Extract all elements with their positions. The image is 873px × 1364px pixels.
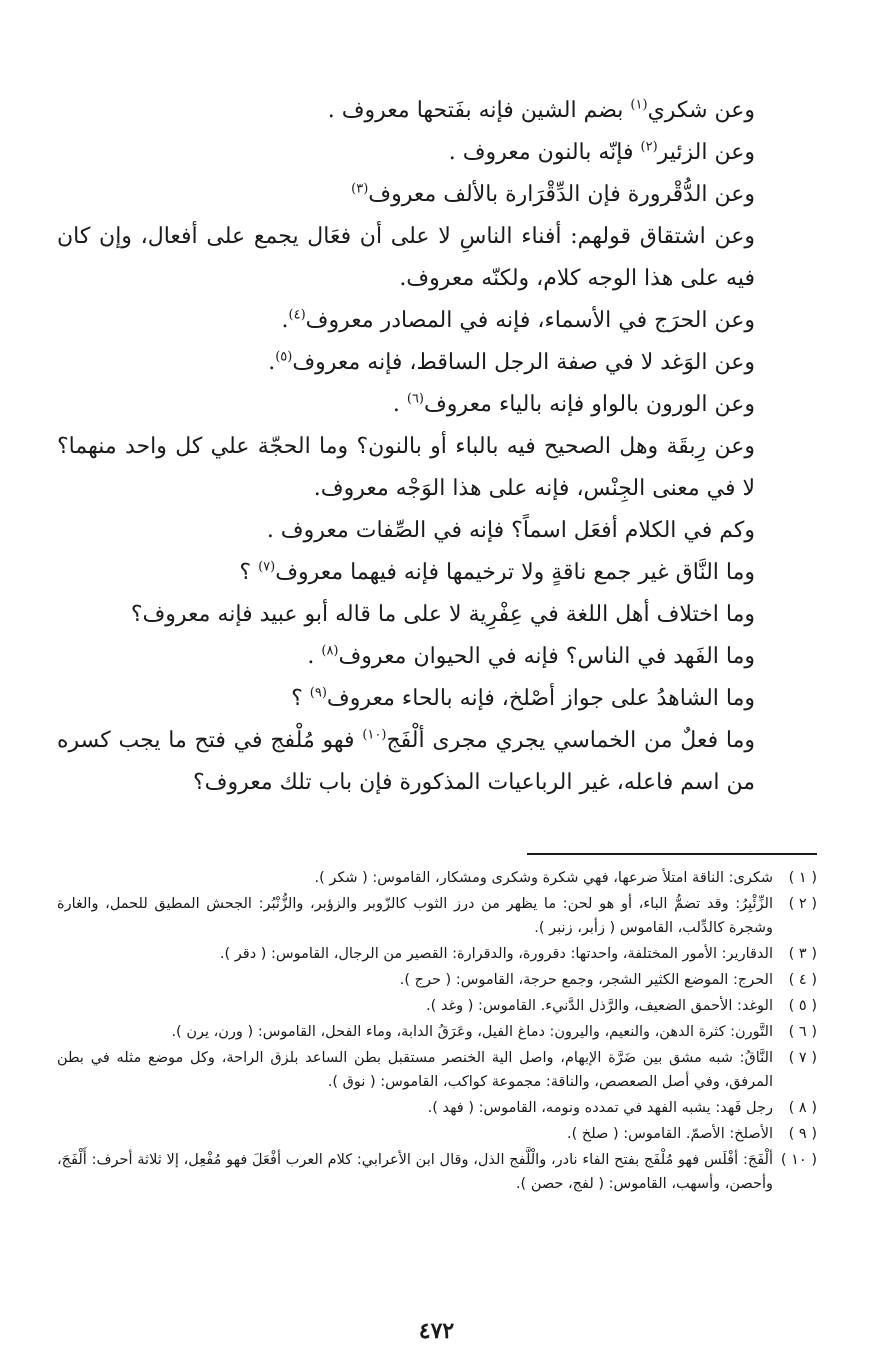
page-number: ٤٧٢ (418, 1318, 455, 1344)
paragraph: وكم في الكلام أفعَل اسماً؟ فإنه في الصِّفات معروف . (266, 518, 755, 543)
paragraph: وعن الوَغد لا في صفة الرجل الساقط، فإنه معروف$^{(٥)}$. (268, 349, 755, 375)
paragraph: وعن رِبقَة وهل الصحيح فيه بالباء أو بالنون؟ وما الحجّة علي كل واحد منهما؟ لا في معنى الجِنْس، فإنه على هذا الوَجْه معروف. (57, 434, 755, 501)
paragraph: وما الشاهدُ على جواز أصْلخ، فإنه بالحاء معروف$^{(٩)}$ ؟ (291, 685, 755, 711)
footnote-text: الدقارير: الأمور المختلفة، واحدتها: دقرورة، والدقرارة: القصير من الرجال، القاموس: ( دقر ). (219, 946, 773, 962)
footnote-text: شكرى: الناقة امتلأ ضرعها، فهي شكرة وشكرى ومشكار، القاموس: ( شكر ). (314, 870, 773, 886)
paragraph: وعن اشتقاق قولهم: أفناء الناسِ لا على أن فعَال يجمع على أفعال، وإن كان فيه على هذا الوجه كلام، ولكنّه معروف. (57, 224, 755, 291)
paragraph: وعن شكري$^{(١)}$ بضم الشين فإنه بفَتحها معروف . (327, 97, 755, 123)
main-text (57, 90, 817, 804)
footnote (57, 968, 817, 992)
footnote (57, 1148, 817, 1196)
footnote-mark: ( ٣ ) (788, 946, 817, 962)
paragraph: وعن الورون بالواو فإنه بالياء معروف$^{(٦)}$ . (392, 391, 755, 417)
footnote-text: ألْفَجَ: أفْلَس فهو مُلْفَج بفتح الفاء نادر، والْلَّفج الذل، وقال ابن الأعرابي: كلام العرب أفْعَلَ فهو مُفْعِل، إلا ثلاثة أحرف: أَلْفَجَ، وأحصن، وأسهب، القاموس: ( لفج، حصن ). (57, 1152, 773, 1192)
footnote-mark: ( ٥ ) (788, 998, 817, 1014)
paragraph: وما النَّاق غير جمع ناقةٍ ولا ترخيمها فإنه فيهما معروف$^{(٧)}$ ؟ (239, 559, 755, 585)
footnote-text: الحرج: الموضع الكثير الشجر، وجمع حرجة، القاموس: ( حرج ). (399, 972, 773, 988)
footnote-mark: ( ١ ) (788, 870, 817, 886)
footnote-mark: ( ٩ ) (788, 1126, 817, 1142)
footnote-text: رجل فَهد: يشبه الفهد في تمدده ونومه، القاموس: ( فهد ). (427, 1100, 773, 1116)
footnote-mark: ( ٧ ) (788, 1050, 817, 1066)
footnote-text: الأصلخ: الأصمّ. القاموس: ( صلخ ). (566, 1126, 773, 1142)
paragraph: وما اختلاف أهل اللغة في عِفْرِية لا على ما قاله أبو عبيد فإنه معروف؟ (130, 602, 755, 627)
footnote (57, 1046, 817, 1094)
footnote-mark: ( ٨ ) (788, 1100, 817, 1116)
footnote (57, 942, 817, 966)
footnote (57, 994, 817, 1018)
footnote-divider (527, 853, 817, 855)
footnote (57, 1020, 817, 1044)
footnote-mark: ( ٦ ) (788, 1024, 817, 1040)
footnote (57, 1122, 817, 1146)
footnote-mark: ( ١٠ ) (780, 1152, 817, 1168)
paragraph: وعن الدُّقْرورة فإن الدِّقْرَارة بالألف معروف$^{(٣)}$ (351, 181, 755, 207)
footnote-mark: ( ٤ ) (788, 972, 817, 988)
paragraph: وما الفَهد في الناس؟ فإنه في الحيوان معروف$^{(٨)}$ . (307, 643, 755, 669)
paragraph: وعن الحرَج في الأسماء، فإنه في المصادر معروف$^{(٤)}$. (281, 307, 755, 333)
footnote (57, 892, 817, 940)
footnote-text: الزِّئْبِرُ: وقد تضمُّ الباء، أو هو لحن: ما يظهر من درز الثوب كالزّوبر والزؤبر، والزُّنْبُر: الجحش المطيق للحمل، والغارة وشجرة كالدِّلب، القاموس ( زأبر، زنبر ). (57, 896, 773, 936)
footnotes (57, 866, 817, 1198)
footnote-text: الوغد: الأحمق الضعيف، والرَّذل الدَّنيء. القاموس: ( وغد ). (426, 998, 773, 1014)
footnote-text: التَّورن: كثرة الدهن، والنعيم، واليرون: دماغ الفيل، وعَرَقُ الدابة، وماء الفحل، القاموس: ( ورن، يرن ). (171, 1024, 773, 1040)
paragraph: وعن الزئير$^{(٢)}$ فإنّه بالنون معروف . (448, 139, 755, 165)
footnote-text: النَّاقُ: شبه مشق بين ضَرَّة الإبهام، واصل الية الخنصر مستقبل بطن الساعد بلزق الراحة، وكل موضع مثله في بطن المرفق، وفي أصل الصعصص، والناقة: مجموعة كواكب، القاموس: ( نوق ). (57, 1050, 773, 1090)
footnote (57, 866, 817, 890)
footnote (57, 1096, 817, 1120)
footnote-mark: ( ٢ ) (788, 896, 817, 912)
paragraph: وما فعلٌ من الخماسي يجري مجرى ألْفَج$^{(١٠)}$ فهو مُلْفج في فتح ما يجب كسره من اسم فاعله، غير الرباعيات المذكورة فإن باب تلك معروف؟ (57, 727, 755, 795)
